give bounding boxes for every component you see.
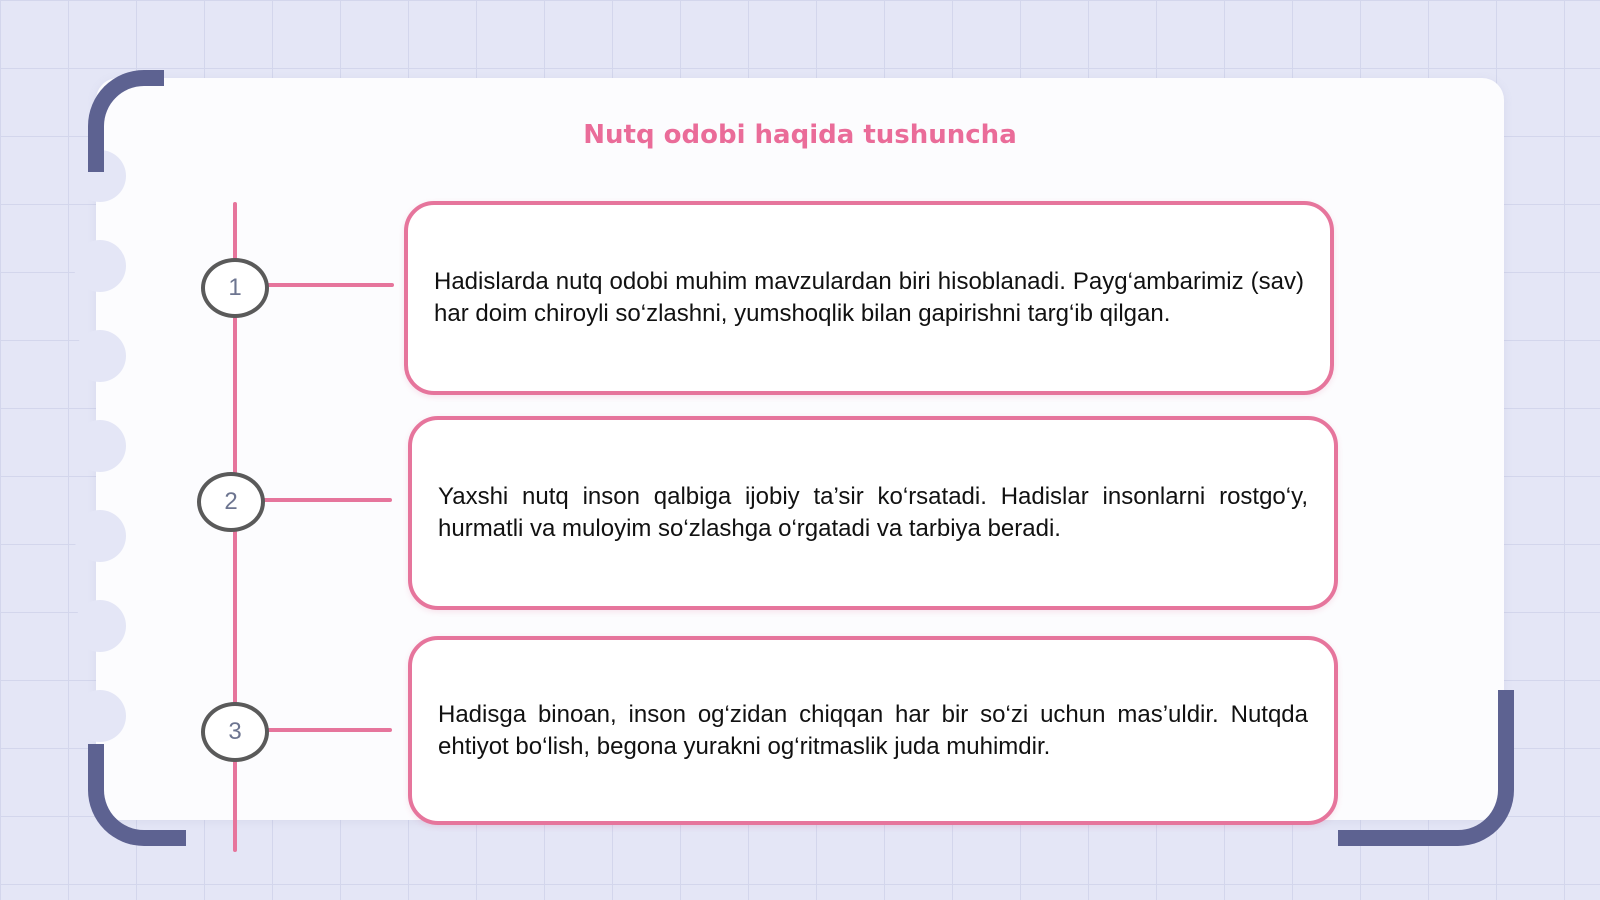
corner-bracket-bottom-left	[88, 744, 186, 846]
content-text-2: Yaxshi nutq inson qalbiga ijobiy ta’sir ko‘rsatadi. Hadislar insonlarni rostgo‘y, hurmatli va muloyim so‘zlashga o‘rgatadi va tarbiya beradi.	[438, 483, 1308, 542]
step-number-3: 3	[201, 702, 269, 762]
paper-scallop	[74, 420, 126, 472]
corner-bracket-bottom-right	[1338, 690, 1514, 846]
content-text-1: Hadislarda nutq odobi muhim mavzulardan biri hisoblanadi. Payg‘ambarimiz (sav) har doim chiroyli so‘zlashni, yumshoqlik bilan gapirishni targ‘ib qilgan.	[434, 268, 1304, 327]
timeline-connector-2	[262, 498, 392, 502]
paper-scallop	[74, 330, 126, 382]
paper-scallop	[74, 510, 126, 562]
content-box-2	[408, 416, 1338, 610]
timeline-connector-1	[266, 283, 394, 287]
paper-scallop	[74, 690, 126, 742]
content-box-1	[404, 201, 1334, 395]
content-text-3: Hadisga binoan, inson og‘zidan chiqqan har bir so‘zi uchun mas’uldir. Nutqda ehtiyot bo‘lish, begona yurakni og‘ritmaslik juda muhimdir.	[438, 700, 1308, 760]
paper-scallop	[74, 240, 126, 292]
content-box-3	[408, 636, 1338, 825]
slide-title: Nutq odobi haqida tushuncha	[583, 120, 1017, 150]
step-number-2: 2	[197, 472, 265, 532]
step-number-1: 1	[201, 258, 269, 318]
timeline-connector-3	[266, 728, 392, 732]
paper-scallop	[74, 600, 126, 652]
